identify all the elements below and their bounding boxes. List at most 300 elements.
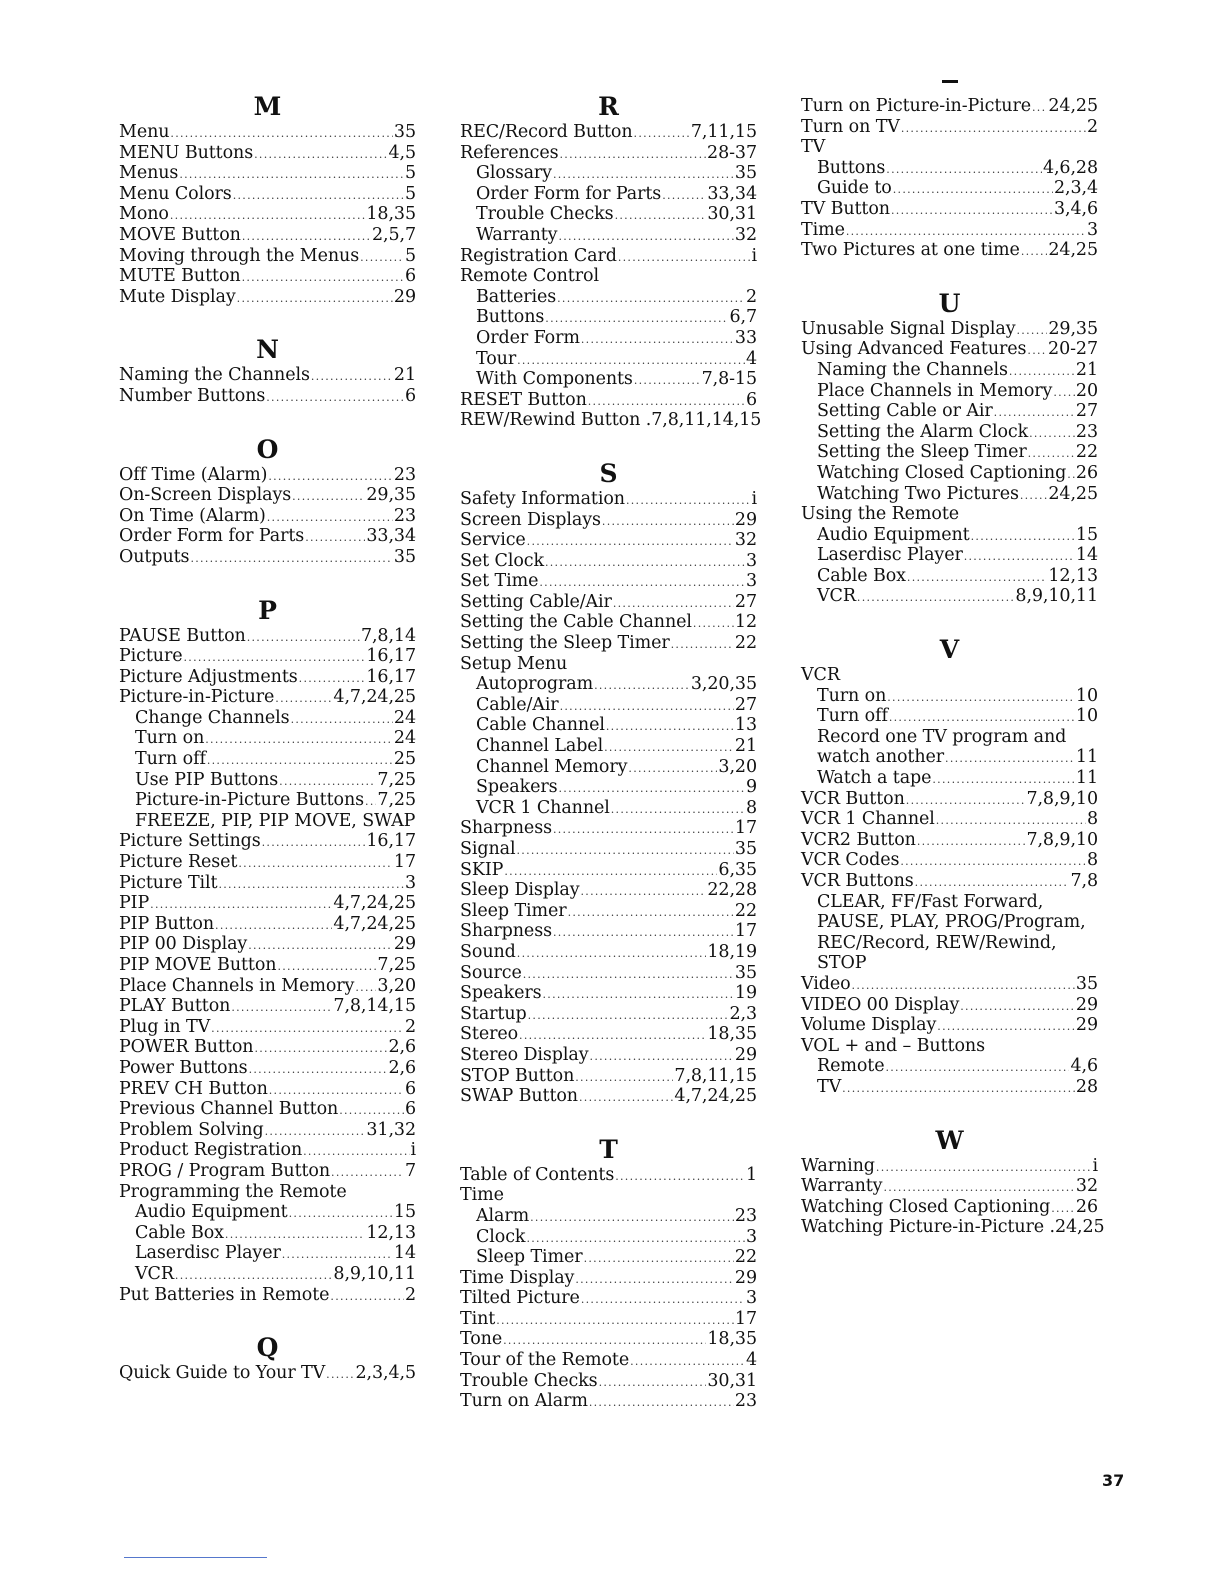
index-entry xyxy=(119,1161,416,1182)
entry-term: VCR xyxy=(135,1263,174,1284)
entry-term: REC/Record Button xyxy=(460,122,633,142)
entry-pages: 3,20 xyxy=(718,756,757,777)
dot-leader xyxy=(225,1225,365,1246)
dot-leader xyxy=(242,268,404,289)
entry-pages: i xyxy=(410,1140,416,1161)
index-section xyxy=(119,92,416,307)
dot-leader xyxy=(994,403,1075,424)
index-entry xyxy=(119,1099,416,1120)
dot-leader xyxy=(311,367,393,388)
index-entry xyxy=(119,1140,416,1161)
entry-pages: 13 xyxy=(734,715,757,736)
entry-term: Tone xyxy=(460,1329,503,1350)
entry-pages: 2 xyxy=(1086,116,1098,137)
dot-leader xyxy=(662,186,706,207)
index-entry xyxy=(801,199,1098,220)
entry-term: MENU Buttons xyxy=(119,142,254,163)
index-entry xyxy=(460,571,757,592)
entry-pages: 10 xyxy=(1075,685,1098,706)
dot-leader xyxy=(634,124,690,145)
index-subentry xyxy=(460,715,757,736)
index-entry xyxy=(460,942,757,963)
entry-pages: 24 xyxy=(393,728,416,749)
dot-leader xyxy=(233,186,404,207)
index-section xyxy=(119,407,416,568)
index-subentry xyxy=(460,777,757,798)
index-entry xyxy=(460,143,757,164)
dot-leader xyxy=(1020,486,1048,507)
entry-term: Clock xyxy=(476,1226,526,1247)
dot-leader xyxy=(611,800,745,821)
entry-term: Channel Label xyxy=(476,736,604,757)
index-entry xyxy=(801,1015,1098,1036)
entry-pages: 7,8,14 xyxy=(360,625,416,646)
dot-leader xyxy=(626,491,751,512)
entry-pages: 12,13 xyxy=(366,1222,416,1243)
section-letter: N xyxy=(256,335,279,365)
dot-leader xyxy=(906,791,1026,812)
index-subentry xyxy=(460,163,757,184)
entry-term: Turn on TV xyxy=(801,116,900,137)
entry-pages: 2,3,4,5 xyxy=(355,1363,416,1384)
entry-pages: 17 xyxy=(393,852,416,873)
dot-leader xyxy=(247,628,360,649)
entry-term: Programming the Remote xyxy=(119,1181,347,1202)
index-entry xyxy=(801,809,1098,830)
entry-pages: 22 xyxy=(1075,442,1098,463)
entry-term: Plug in TV xyxy=(119,1016,211,1037)
entry-term: MUTE Button xyxy=(119,266,241,287)
dot-leader xyxy=(504,862,717,883)
index-entry xyxy=(801,1197,1098,1218)
index-subentry xyxy=(801,463,1098,484)
dot-leader xyxy=(503,1331,706,1352)
dot-leader xyxy=(545,553,745,574)
section-letter: W xyxy=(935,1125,964,1155)
index-entry xyxy=(460,612,757,633)
entry-term: Warranty xyxy=(801,1176,883,1197)
entry-term: Menu xyxy=(119,122,170,142)
entry-pages: 7,25 xyxy=(377,790,416,811)
entry-pages: 28 xyxy=(1075,1076,1098,1097)
dot-leader xyxy=(339,1101,404,1122)
entry-term: Trouble Checks xyxy=(460,1370,598,1391)
index-subentry xyxy=(460,674,757,695)
dot-leader xyxy=(1032,98,1047,119)
entry-pages: 7 xyxy=(404,1160,416,1181)
entry-term: Mute Display xyxy=(119,286,236,307)
entry-pages: 35 xyxy=(734,962,757,983)
entry-term: Using Advanced Features xyxy=(801,339,1027,360)
index-subentry xyxy=(801,892,1098,913)
dot-leader xyxy=(557,289,745,310)
section-spacer xyxy=(119,307,416,335)
index-entry xyxy=(460,818,757,839)
entry-term: Picture-in-Picture Buttons xyxy=(135,790,365,811)
entry-term: Naming the Channels xyxy=(817,359,1008,380)
entry-pages: 23 xyxy=(393,464,416,485)
entry-pages: 35 xyxy=(1075,973,1098,994)
entry-term: Sharpness xyxy=(460,818,552,839)
dot-leader xyxy=(842,1079,1075,1100)
dot-leader xyxy=(299,669,366,690)
dot-leader xyxy=(365,792,376,813)
index-subentry xyxy=(801,484,1098,505)
entry-pages: 17 xyxy=(734,1308,757,1329)
dot-leader xyxy=(269,1081,404,1102)
entry-term: Laserdisc Player xyxy=(135,1243,281,1264)
dot-leader xyxy=(545,309,728,330)
dot-leader xyxy=(1009,362,1075,383)
dot-leader xyxy=(1027,341,1047,362)
entry-pages: 33,34 xyxy=(707,183,757,204)
index-section xyxy=(801,261,1098,607)
section-letter: O xyxy=(256,434,279,464)
index-subentry xyxy=(119,790,416,811)
entry-pages: 4,5 xyxy=(388,142,416,163)
entry-pages: 7,25 xyxy=(377,955,416,975)
entry-term: Screen Displays xyxy=(460,509,601,530)
entry-term: Audio Equipment xyxy=(135,1202,288,1223)
dot-leader xyxy=(971,527,1075,548)
dot-leader xyxy=(523,965,734,986)
entry-term: Time Display xyxy=(460,1267,575,1288)
dot-leader xyxy=(575,1270,734,1291)
entry-pages: 29,35 xyxy=(1048,318,1098,339)
entry-term: VCR Buttons xyxy=(801,871,914,891)
entry-term: Cable/Air xyxy=(476,694,559,715)
index-subentry xyxy=(801,381,1098,402)
entry-pages: 24 xyxy=(393,707,416,728)
entry-pages: 6 xyxy=(745,389,757,410)
entry-pages: 21 xyxy=(734,736,757,757)
dot-leader xyxy=(496,1311,734,1332)
entry-term: Previous Channel Button xyxy=(119,1099,339,1120)
index-subentry xyxy=(460,1227,757,1248)
index-entry xyxy=(119,626,416,647)
section-letter: P xyxy=(258,595,277,625)
index-entry xyxy=(801,789,1098,810)
index-entry xyxy=(460,1350,757,1371)
index-entry xyxy=(119,1182,416,1203)
entry-term: VOL + and – Buttons xyxy=(801,1035,985,1056)
section-letter: M xyxy=(253,92,282,121)
index-entry xyxy=(460,1329,757,1350)
entry-pages: 30,31 xyxy=(707,204,757,225)
entry-pages: 18,19 xyxy=(707,941,757,962)
index-subentry xyxy=(119,811,416,832)
entry-term: Time xyxy=(460,1185,504,1206)
index-entry xyxy=(119,1363,416,1384)
entry-pages: 23 xyxy=(393,505,416,526)
entry-term: VCR xyxy=(817,586,856,607)
index-subentry xyxy=(119,1223,416,1244)
entry-pages: 27 xyxy=(734,694,757,715)
entry-term: SKIP xyxy=(460,859,504,880)
entry-pages: 29 xyxy=(734,1044,757,1065)
index-subentry xyxy=(460,695,757,716)
index-entry xyxy=(801,504,1098,525)
dot-leader xyxy=(907,568,1047,589)
index-entry xyxy=(119,225,416,246)
entry-pages: 8 xyxy=(1086,850,1098,871)
entry-pages: 22 xyxy=(734,633,757,654)
index-entry xyxy=(801,665,1098,686)
entry-pages: 27 xyxy=(1075,401,1098,422)
entry-pages: 3 xyxy=(745,1288,757,1309)
entry-term: Picture Settings xyxy=(119,831,261,852)
dot-leader xyxy=(671,635,734,656)
entry-term: Channel Memory xyxy=(476,756,628,777)
dot-leader xyxy=(630,1352,745,1373)
dot-leader xyxy=(1021,242,1048,263)
index-subentry xyxy=(801,566,1098,587)
entry-pages: 19 xyxy=(734,983,757,1004)
entry-term: VCR 1 Channel xyxy=(476,797,610,818)
entry-pages: 20 xyxy=(1075,380,1098,401)
dot-leader xyxy=(1051,1199,1075,1220)
entry-term: References xyxy=(460,142,559,163)
entry-term: POWER Button xyxy=(119,1037,254,1058)
dot-leader xyxy=(618,248,751,269)
entry-pages: 2,6 xyxy=(388,1057,416,1078)
entry-term: Change Channels xyxy=(135,707,290,728)
entry-pages: 8 xyxy=(1086,809,1098,830)
index-entry xyxy=(460,1185,757,1206)
footer-line xyxy=(124,1557,267,1558)
entry-pages: 35 xyxy=(393,122,416,142)
index-entry xyxy=(460,921,757,942)
entry-term: Sharpness xyxy=(460,921,552,942)
section-letter: T xyxy=(599,1134,618,1164)
entry-pages: 7,11,15 xyxy=(690,122,757,142)
entry-term: Put Batteries in Remote xyxy=(119,1284,330,1305)
dot-leader xyxy=(937,1017,1075,1038)
index-entry xyxy=(119,143,416,164)
entry-term: Warranty xyxy=(476,224,558,245)
entry-term: VCR xyxy=(801,665,840,686)
dot-leader xyxy=(1053,383,1075,404)
index-entry xyxy=(119,1017,416,1038)
index-subentry xyxy=(801,686,1098,707)
entry-term: Tint xyxy=(460,1308,496,1329)
dot-leader xyxy=(581,1290,745,1311)
entry-pages: 17 xyxy=(734,818,757,839)
entry-pages: 33,34 xyxy=(366,526,416,547)
index-entry xyxy=(801,871,1098,892)
index-subentry xyxy=(801,360,1098,381)
dot-leader xyxy=(628,759,717,780)
entry-pages: 24,25 xyxy=(1048,96,1098,116)
dot-leader xyxy=(170,206,366,227)
index-entry xyxy=(801,137,1098,158)
index-section xyxy=(460,1107,757,1412)
index-entry xyxy=(460,1309,757,1330)
index-entry xyxy=(119,547,416,568)
dot-leader xyxy=(1067,465,1075,486)
entry-pages: 23 xyxy=(734,1205,757,1226)
index-entry xyxy=(460,880,757,901)
dot-leader xyxy=(589,1393,734,1414)
index-subentry xyxy=(460,757,757,778)
entry-term: Turn on Picture-in-Picture xyxy=(801,96,1032,116)
entry-pages: 8 xyxy=(745,797,757,818)
index-entry xyxy=(460,390,757,411)
dot-leader xyxy=(852,976,1075,997)
entry-term: Record one TV program and xyxy=(817,726,1067,747)
entry-term: Video xyxy=(801,973,851,994)
index-subentry xyxy=(119,749,416,770)
index-entry xyxy=(460,963,757,984)
dot-leader xyxy=(170,124,393,145)
index-entry xyxy=(801,319,1098,340)
dot-leader xyxy=(207,751,393,772)
entry-term: Registration Card xyxy=(460,245,617,266)
index-entry xyxy=(119,1120,416,1141)
index-entry xyxy=(119,246,416,267)
index-subentry xyxy=(119,708,416,729)
entry-pages: 3,20 xyxy=(377,975,416,996)
entry-term: Order Form for Parts xyxy=(476,183,662,204)
dot-leader xyxy=(528,1006,729,1027)
index-subentry xyxy=(119,770,416,791)
entry-pages: 20-27 xyxy=(1048,339,1098,360)
entry-pages: 7,8,9,10 xyxy=(1026,788,1098,809)
entry-term: MOVE Button xyxy=(119,224,241,245)
entry-pages: 16,17 xyxy=(366,831,416,852)
entry-pages: 23 xyxy=(1075,421,1098,442)
dot-leader xyxy=(355,978,376,999)
entry-term: VIDEO 00 Display xyxy=(801,994,960,1015)
index-subentry xyxy=(801,933,1098,954)
entry-pages: 4,6,28 xyxy=(1042,157,1098,178)
dot-leader xyxy=(615,206,707,227)
dot-leader xyxy=(900,852,1086,873)
entry-term: Setting the Sleep Timer xyxy=(817,442,1027,463)
index-entry xyxy=(801,117,1098,138)
entry-term: Cable Box xyxy=(135,1222,224,1243)
entry-term: Outputs xyxy=(119,546,190,567)
section-letter: V xyxy=(939,635,960,665)
section-letter: R xyxy=(598,92,619,121)
entry-pages: 1 xyxy=(745,1164,757,1185)
entry-term: watch another xyxy=(817,747,945,768)
entry-term: Sleep Timer xyxy=(460,900,567,921)
index-subentry xyxy=(801,158,1098,179)
index-subentry xyxy=(801,442,1098,463)
index-entry xyxy=(801,1176,1098,1197)
entry-term: Picture Tilt xyxy=(119,872,218,893)
entry-term: Batteries xyxy=(476,286,557,307)
index-entry xyxy=(119,1079,416,1100)
index-subentry xyxy=(801,1056,1098,1077)
entry-term: Using the Remote xyxy=(801,504,960,525)
entry-pages: 29 xyxy=(393,286,416,307)
entry-pages: 29 xyxy=(734,1267,757,1288)
entry-term: Turn off xyxy=(817,706,888,727)
dot-leader xyxy=(292,487,365,508)
index-entry xyxy=(801,240,1098,261)
section-spacer xyxy=(460,1107,757,1135)
entry-pages: 31,32 xyxy=(366,1119,416,1140)
dot-leader xyxy=(519,1026,706,1047)
entry-pages: 30,31 xyxy=(707,1370,757,1391)
section-spacer xyxy=(801,261,1098,289)
entry-pages: 4,6 xyxy=(1070,1056,1098,1077)
dot-leader xyxy=(917,832,1026,853)
dot-leader xyxy=(553,820,734,841)
entry-pages: 29 xyxy=(1075,1015,1098,1036)
dot-leader xyxy=(1017,321,1048,342)
index-entry xyxy=(119,646,416,667)
entry-term: PAUSE Button xyxy=(119,625,246,646)
dot-leader xyxy=(885,1058,1069,1079)
entry-term: Menu Colors xyxy=(119,183,232,204)
entry-pages: 2,5,7 xyxy=(371,224,416,245)
index-entry xyxy=(119,914,416,935)
section-spacer xyxy=(460,431,757,459)
entry-pages: 27 xyxy=(734,591,757,612)
dot-leader xyxy=(584,1249,734,1270)
index-entry xyxy=(801,96,1098,117)
entry-pages: 23 xyxy=(734,1391,757,1412)
entry-pages: 4,7,24,25 xyxy=(333,913,416,934)
entry-pages: 2,3 xyxy=(729,1003,757,1024)
entry-pages: i xyxy=(751,488,757,509)
dot-leader xyxy=(604,738,734,759)
entry-term: Signal xyxy=(460,839,516,859)
entry-term: Setup Menu xyxy=(460,653,568,674)
entry-pages: 21 xyxy=(393,365,416,386)
entry-pages: i xyxy=(751,245,757,266)
dot-leader xyxy=(887,688,1075,709)
dot-leader xyxy=(539,573,745,594)
index-entry xyxy=(119,667,416,688)
entry-term: On Time (Alarm) xyxy=(119,505,266,526)
dot-leader xyxy=(932,770,1075,791)
index-entry xyxy=(801,850,1098,871)
entry-pages: 4 xyxy=(745,348,757,369)
index-entry xyxy=(801,995,1098,1016)
section-spacer xyxy=(801,607,1098,635)
dot-leader xyxy=(330,1287,404,1308)
index-subentry xyxy=(460,1206,757,1227)
dot-leader xyxy=(553,165,734,186)
entry-term: PIP xyxy=(119,893,150,914)
entry-term: Order Form for Parts xyxy=(119,526,305,547)
index-entry xyxy=(119,976,416,997)
dot-leader xyxy=(279,772,376,793)
entry-pages: 2 xyxy=(404,1016,416,1037)
entry-term: Sleep Display xyxy=(460,880,580,901)
dot-leader xyxy=(960,997,1075,1018)
dot-leader xyxy=(915,873,1070,894)
entry-term: Remote xyxy=(817,1056,885,1077)
index-entry xyxy=(801,1217,1105,1238)
entry-term: Product Registration xyxy=(119,1140,303,1161)
section-spacer xyxy=(119,1305,416,1333)
index-entry xyxy=(460,1086,757,1107)
entry-term: Picture Adjustments xyxy=(119,666,298,687)
entry-pages: 9 xyxy=(745,777,757,798)
dot-leader xyxy=(606,717,734,738)
section-spacer xyxy=(801,1098,1098,1126)
dot-leader xyxy=(266,388,404,409)
index-section xyxy=(119,1305,416,1384)
entry-pages: 2 xyxy=(745,286,757,307)
dot-leader xyxy=(268,467,393,488)
entry-term: Number Buttons xyxy=(119,385,266,406)
